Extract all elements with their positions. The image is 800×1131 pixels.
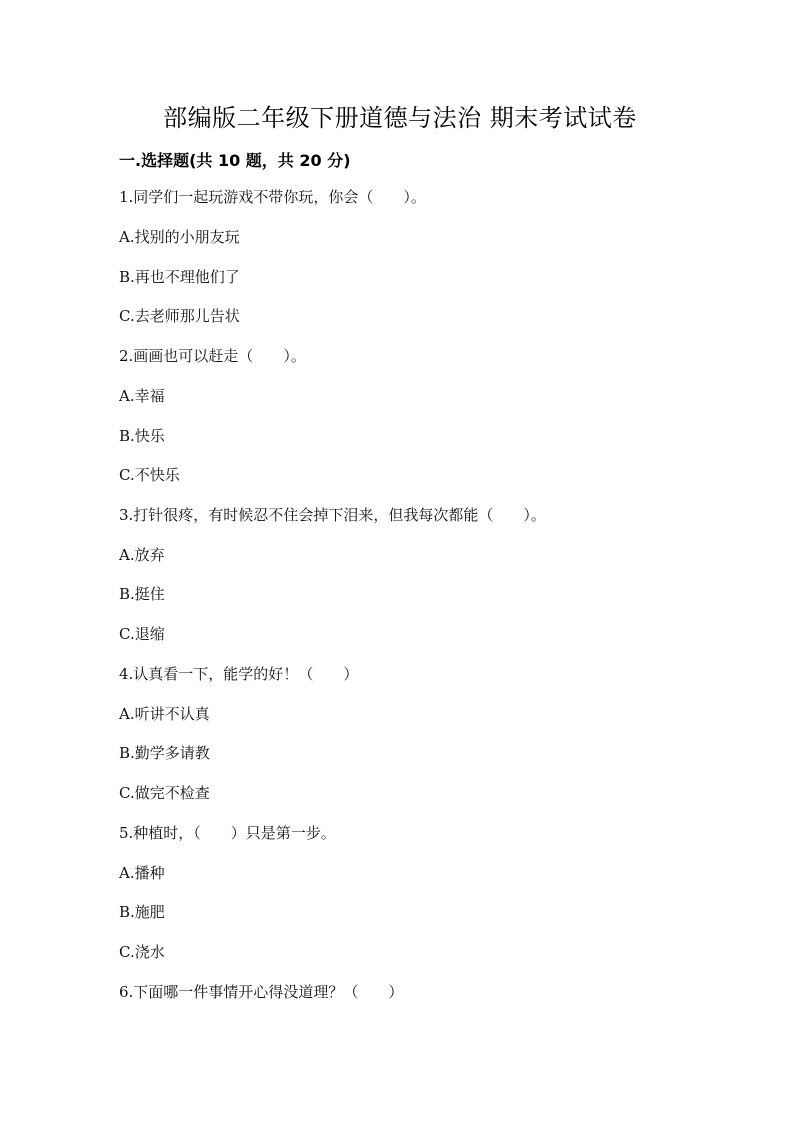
question-4-option-c: C.做完不检查 [119, 784, 210, 802]
question-2-option-c: C.不快乐 [119, 466, 180, 484]
question-4-option-b: B.勤学多请教 [119, 744, 210, 762]
question-2-option-a: A.幸福 [119, 387, 165, 405]
question-1-option-b: B.再也不理他们了 [119, 268, 240, 286]
question-2-stem: 2.画画也可以赶走（ ）。 [119, 347, 306, 365]
question-4-stem: 4.认真看一下，能学的好！（ ） [119, 665, 359, 683]
question-3-option-c: C.退缩 [119, 625, 165, 643]
question-3-option-b: B.挺住 [119, 585, 165, 603]
section-heading: 一.选择题(共 10 题，共 20 分) [119, 151, 351, 170]
question-1-stem: 1.同学们一起玩游戏不带你玩，你会（ ）。 [119, 188, 426, 206]
question-3-stem: 3.打针很疼，有时候忍不住会掉下泪来，但我每次都能（ ）。 [119, 506, 546, 524]
question-5-stem: 5.种植时，（ ）只是第一步。 [119, 824, 336, 842]
question-5-option-c: C.浇水 [119, 943, 165, 961]
question-5-option-b: B.施肥 [119, 903, 165, 921]
question-5-option-a: A.播种 [119, 864, 165, 882]
question-1-option-c: C.去老师那儿告状 [119, 307, 240, 325]
question-4-option-a: A.听讲不认真 [119, 705, 210, 723]
question-2-option-b: B.快乐 [119, 427, 165, 445]
question-6-stem: 6.下面哪一件事情开心得没道理？（ ） [119, 983, 404, 1001]
question-3-option-a: A.放弃 [119, 546, 165, 564]
page-title: 部编版二年级下册道德与法治 期末考试试卷 [163, 104, 637, 132]
question-1-option-a: A.找别的小朋友玩 [119, 228, 240, 246]
